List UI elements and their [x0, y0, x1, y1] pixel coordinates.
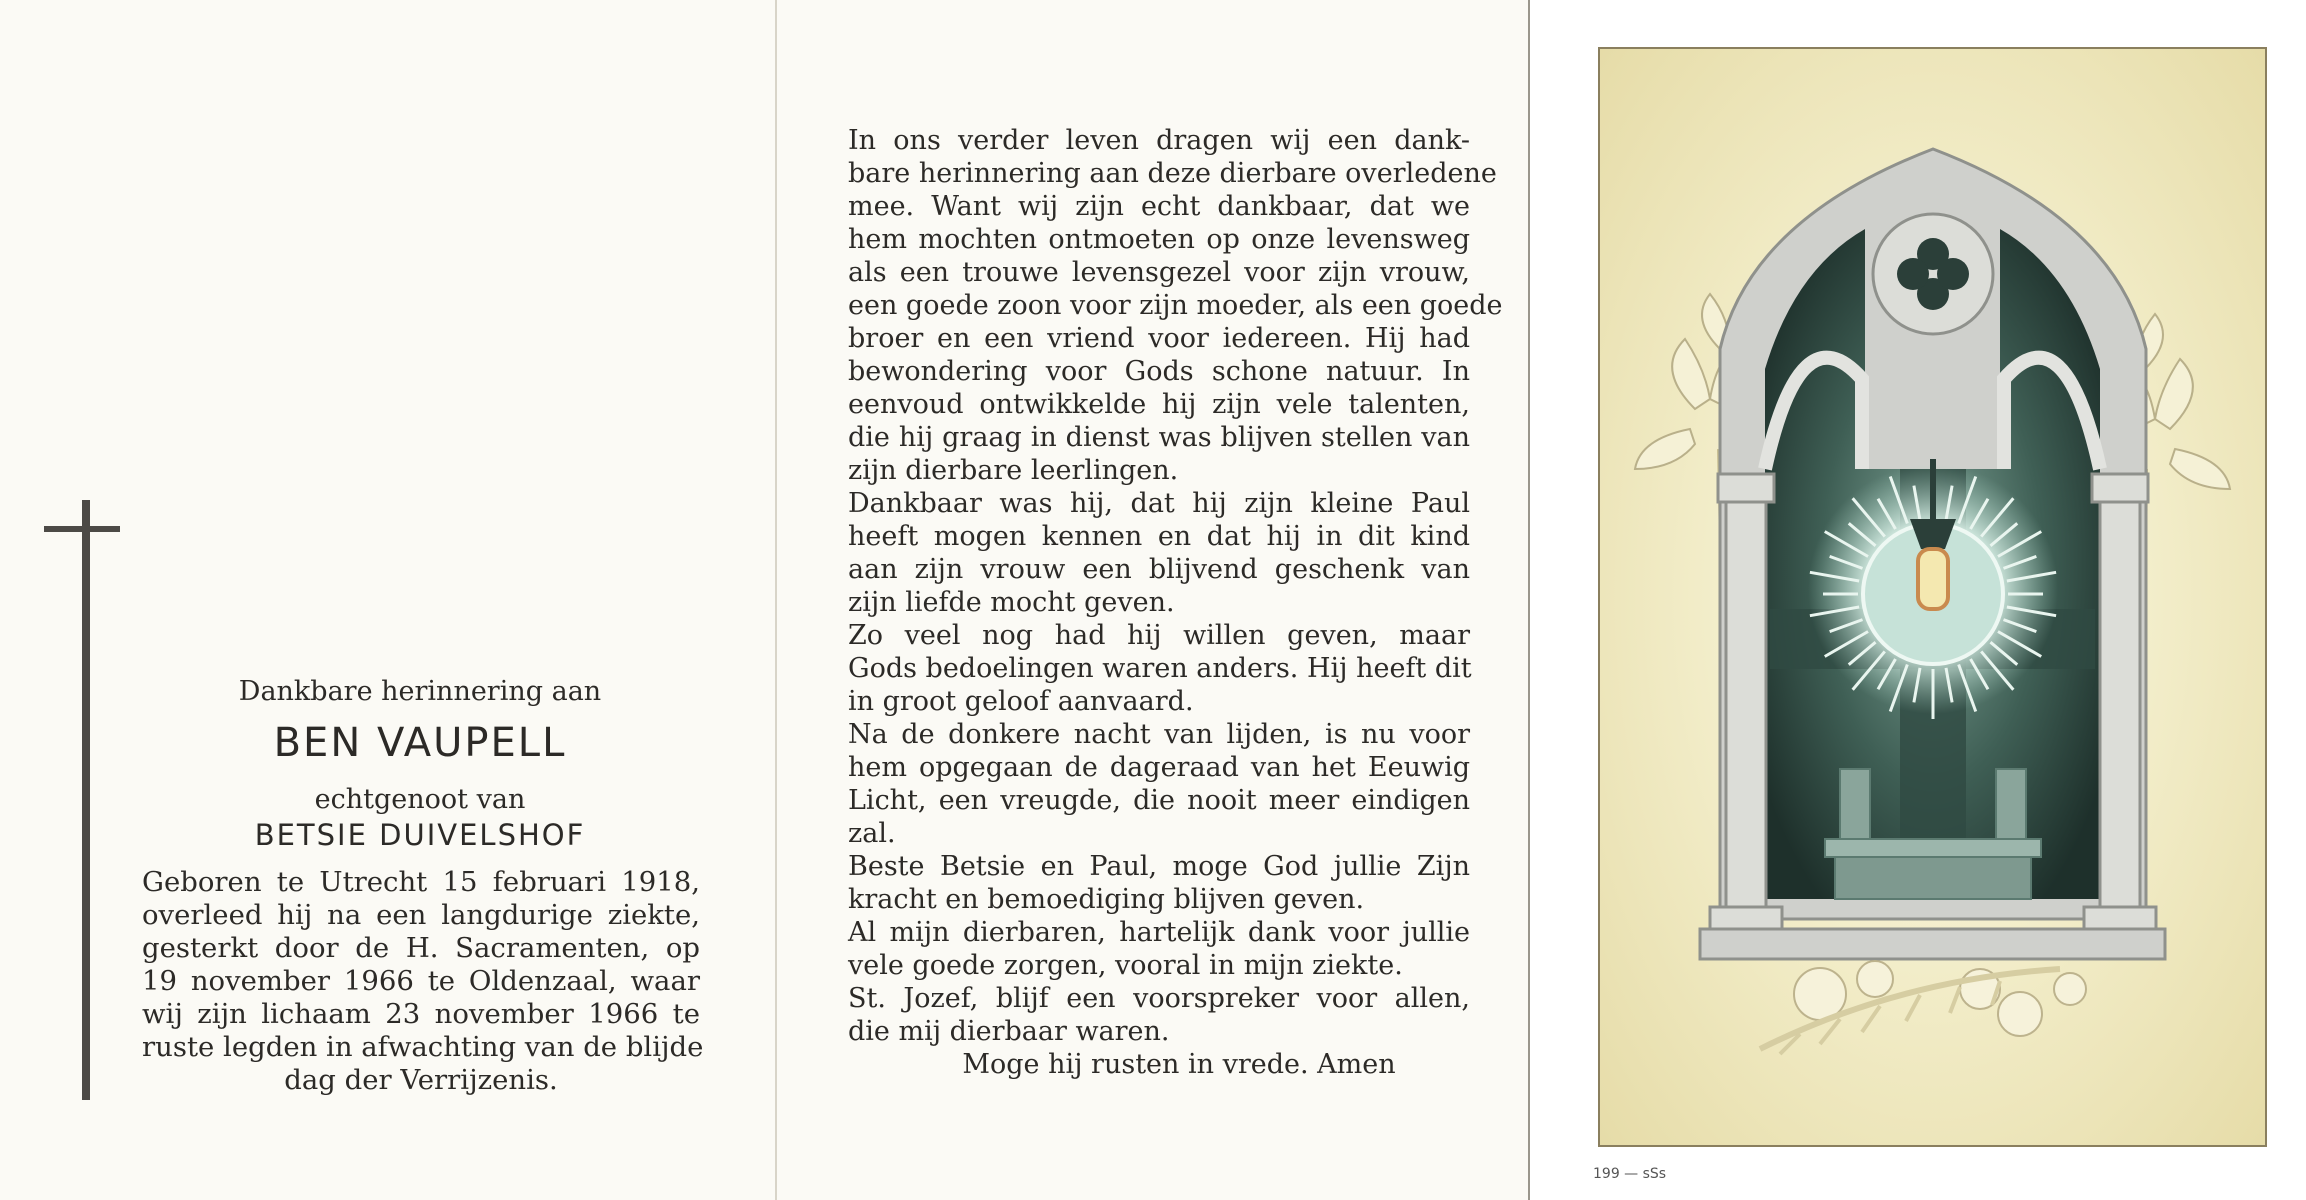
- text-line: hem opgegaan de dageraad van het Eeuwig: [848, 752, 1470, 783]
- text-line: die hij graag in dienst was blijven stellen van: [848, 422, 1470, 453]
- memorial-intro: Dankbare herinnering aan: [238, 676, 602, 707]
- text-line: Dankbaar was hij, dat hij zijn kleine Paul: [848, 488, 1470, 519]
- text-line: Na de donkere nacht van lijden, is nu voor: [848, 719, 1470, 750]
- text-line: zal.: [848, 818, 896, 849]
- text-line: als een trouwe levensgezel voor zijn vrouw,: [848, 257, 1470, 288]
- text-line: aan zijn vrouw een blijvend geschenk van: [848, 554, 1470, 585]
- left-panel: [0, 0, 777, 1200]
- text-line: Gods bedoelingen waren anders. Hij heeft dit: [848, 653, 1472, 684]
- cross-icon: [82, 500, 90, 1100]
- bio-line: ruste legden in afwachting van de blijde: [142, 1031, 704, 1063]
- memorial-text: [848, 124, 1503, 1081]
- text-line: in groot geloof aanvaard.: [848, 686, 1194, 717]
- text-line: eenvoud ontwikkelde hij zijn vele talenten,: [848, 389, 1470, 420]
- text-line: Moge hij rusten in vrede. Amen: [962, 1049, 1396, 1080]
- bio-line: gesterkt door de H. Sacramenten, op: [142, 932, 700, 964]
- text-line: heeft mogen kennen en dat hij in dit kind: [848, 521, 1470, 552]
- text-line: St. Jozef, blijf een voorspreker voor allen,: [848, 983, 1470, 1014]
- lamp-flame-icon: [1918, 549, 1948, 609]
- text-line: vele goede zorgen, vooral in mijn ziekte.: [848, 950, 1403, 981]
- spouse-name: BETSIE DUIVELSHOF: [254, 818, 586, 852]
- bio-line: Geboren te Utrecht 15 februari 1918,: [142, 866, 700, 898]
- bio-line: overleed hij na een langdurige ziekte,: [142, 899, 700, 931]
- deceased-name: BEN VAUPELL: [273, 720, 567, 766]
- text-line: kracht en bemoediging blijven geven.: [848, 884, 1365, 915]
- text-line: zijn dierbare leerlingen.: [848, 455, 1179, 486]
- text-line: Beste Betsie en Paul, moge God jullie Zijn: [848, 851, 1470, 882]
- text-line: In ons verder leven dragen wij een dank-: [848, 125, 1470, 156]
- text-line: broer en een vriend voor iedereen. Hij had: [848, 323, 1470, 354]
- bio-line: 19 november 1966 te Oldenzaal, waar: [142, 965, 700, 997]
- text-line: Zo veel nog had hij willen geven, maar: [848, 620, 1470, 651]
- devotional-image: [1598, 47, 2267, 1147]
- bio-line: dag der Verrijzenis.: [284, 1064, 558, 1096]
- text-line: zijn liefde mocht geven.: [848, 587, 1175, 618]
- biography: [142, 866, 704, 1097]
- text-line: hem mochten ontmoeten op onze levensweg: [848, 224, 1470, 255]
- spouse-label: echtgenoot van: [314, 784, 526, 815]
- text-line: die mij dierbaar waren.: [848, 1016, 1170, 1047]
- text-line: bare herinnering aan deze dierbare overledene: [848, 158, 1497, 189]
- print-code: 199 — sSs: [1593, 1166, 1667, 1182]
- text-line: Licht, een vreugde, die nooit meer eindigen: [848, 785, 1470, 816]
- text-line: bewondering voor Gods schone natuur. In: [848, 356, 1470, 387]
- text-line: Al mijn dierbaren, hartelijk dank voor jullie: [848, 917, 1470, 948]
- cross-bar: [44, 526, 120, 532]
- text-line: mee. Want wij zijn echt dankbaar, dat we: [848, 191, 1470, 222]
- gothic-window-illustration: [1600, 49, 2265, 1145]
- text-line: een goede zoon voor zijn moeder, als een goede: [848, 290, 1503, 321]
- bio-line: wij zijn lichaam 23 november 1966 te: [142, 998, 700, 1030]
